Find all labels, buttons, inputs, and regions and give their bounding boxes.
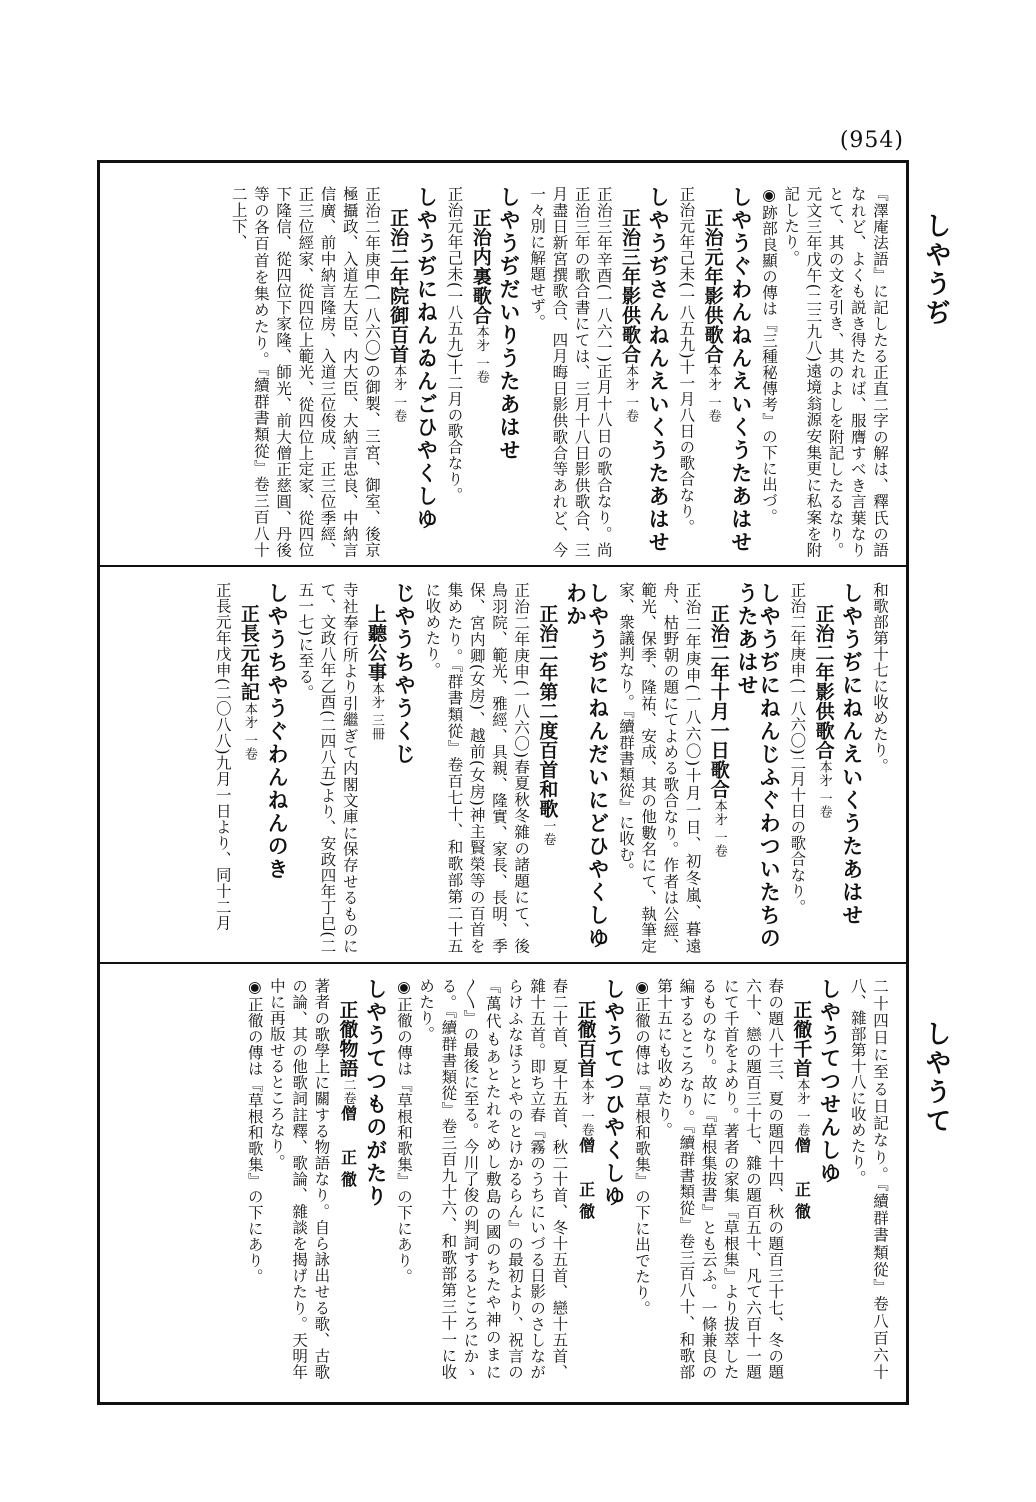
entry-volume: 本㐧 一卷 <box>711 799 727 858</box>
entry-volume: 二卷 <box>340 1078 356 1105</box>
entry-title-text: 正治二年院御百首 <box>387 208 410 364</box>
entry-body-text: ◉正徹の傳は『草根和歌集』の下にあり。 <box>394 978 413 1285</box>
entry-body-text: 正治元年己未(一八五九)十二月の歌合なり。 <box>445 186 464 504</box>
entry-title-text: 正治三年影供歌合 <box>618 208 641 364</box>
entry-body-text: 春二十首、夏十五首、秋二十首、冬十五首、戀十五首、雜十五首。即ち立春『霧のうちにいづる日影のさしながらけふなほうとやのとけかるらん』の最初より、祝言の『萬代もあとたれそめし敷島の國のちたや神のまに〳〵』の最後に至る。今川了俊の判詞するところにかゝる。『續群書類從』卷三百九十六、和歌部第三十一に收めたり。 <box>417 978 569 1380</box>
entry-volume: 本㐧 一卷 <box>816 760 832 819</box>
entry-volume: 本㐧 一卷 <box>794 1078 810 1137</box>
text-band-3 <box>116 978 891 1380</box>
entry-volume: 本㐧 一卷 <box>391 364 407 423</box>
entry-body-text: 正長元年戊申(二〇八八)九月一日より、同十二月 <box>213 582 232 932</box>
entry-title <box>336 978 358 1380</box>
entry-body-text: 正治二年庚申(一八六〇)二月十日の歌合なり。 <box>788 582 807 916</box>
entry-title-text: 正治二年影供歌合 <box>812 604 835 760</box>
entry-title <box>574 978 596 1380</box>
entry-reading: しやうぢだいりうたあはせ <box>496 186 522 462</box>
entry-title-text: 正長元年記 <box>237 604 260 702</box>
entry-reading: しやうぢにねんえいくうたあはせ <box>839 582 865 927</box>
entry-title-text: 正治二年第二度百首和歌 <box>536 604 559 819</box>
entry-author: 僧 正徹 <box>792 1136 812 1225</box>
entry-title <box>536 582 558 954</box>
entry-reading: しやうぢにねんじふぐわついたちのうたあはせ <box>734 582 783 950</box>
entry-volume: 一卷 <box>540 818 556 846</box>
entry-body-text: 正治元年己未(一八五九)十一月八日の歌合なり。 <box>677 186 696 536</box>
entry-reading: しやうてつせんしゆ <box>817 978 843 1185</box>
entry-reading: しやうてつひやくしゆ <box>601 978 627 1208</box>
entry-body-text: ◉正徹の傳は『草根和歌集』の下に出でたり。 <box>632 978 651 1317</box>
entry-reading: しやうぐわんねんえいくうたあはせ <box>728 186 754 554</box>
entry-title <box>470 186 492 558</box>
text-band-1 <box>116 186 891 558</box>
entry-body-text: ◉正徹の傳は『草根和歌集』の下にあり。 <box>245 978 264 1285</box>
entry-reading: しやうぢにねんゐんごひやくしゆ <box>414 186 440 531</box>
entry-reading: しやうぢさんねんえいくうたあはせ <box>646 186 672 554</box>
entry-title <box>790 978 812 1380</box>
entry-volume: 本㐧 一卷 <box>622 364 638 423</box>
entry-title <box>238 582 260 954</box>
entry-reading: じやうちやうくじ <box>392 582 418 766</box>
entry-title <box>708 582 730 954</box>
entry-title <box>812 582 834 954</box>
entry-reading: しやうぢにねんだいにどひやくしゆわか <box>563 582 611 950</box>
entry-body-text: 正治二年庚申(一八六〇)の御製、三宮、御室、後京極攝政、入道左大臣、内大臣、大納言忠良、中納言信廣、前中納言隆房、入道三位俊成、正三位季經、正三位經家、從四位上範光、從四位上定家、從四位下隆信、從四位下家隆、師光、前大僧正慈圓、丹後等の各百首を集めたり。『續群書類從』卷三百八十二上下、 <box>229 186 381 558</box>
entry-title-text: 正徹百首 <box>574 1000 597 1078</box>
entry-body-text: 春の題八十三、夏の題四十四、秋の題百三十七、冬の題六十、戀の題百三十七、雜の題百五十、凡て六百十一題にて千首をよめり。著者の家集『草根集』より拔萃したるものなり。故に『草根集拔書』とも云ふ。一條兼良の編するところなり。『續群書類從』卷三百八十、和歌部第十五にも收めたり。 <box>655 978 785 1380</box>
entry-title-text: 正治元年影供歌合 <box>701 208 724 364</box>
entry-author: 僧 正徹 <box>576 1136 596 1225</box>
page-number: (954) <box>839 128 904 153</box>
entry-body-text: 正治三年辛酉(一八六一)正月十八日の歌合なり。尚正治三年の歌合書にては、三月十八日影供歌合、三月盡日新宮撰歌合、四月晦日影供歌合等あれど、今一々別に解題せず。 <box>528 186 613 558</box>
entry-reading: しやうちやうぐわんねんのき <box>265 582 291 881</box>
text-band-2 <box>116 582 891 954</box>
entry-author: 僧 正徹 <box>338 1105 358 1193</box>
entry-body-text: 寺社奉行所より引繼ぎて内閣文庫に保存せるものにて、文政八年乙酉(二四八五)より、安政四年丁巳(二五一七)に至る。 <box>296 582 359 954</box>
entry-body-text: 正治二年庚申(一八六〇)春夏秋冬雜の諸題にて、後鳥羽院、範光、雅經、具親、隆實、家長、長明、季保、宮内卿(女房)、越前(女房)神主賢榮等の百首を集めたり。『群書類從』卷百七十、和歌部第二十五に收めたり。 <box>423 582 531 954</box>
entry-title-text: 正徹物語 <box>336 1000 359 1078</box>
entry-body-text: 『澤庵法語』に記したる正直二字の解は、釋氏の語なれど、よくも説き得たれば、服膺すべき言葉なりとて、其の文を引き、其のよしを附記したるなり。元文三年戊午(二三九八)遠境翁源安集更に私案を附記したり。 <box>782 186 889 558</box>
band-divider-1 <box>97 565 909 567</box>
entry-volume: 本㐧 一卷 <box>473 325 489 384</box>
section-head-top: しやうぢ <box>921 212 951 328</box>
entry-volume: 本㐧 一卷 <box>241 701 257 761</box>
entry-title <box>387 186 409 558</box>
entry-body-text: 正治二年庚申(一八六〇)十月一日、初冬嵐、暮遠舟、枯野朝の題にてよめる歌合なり。作者は公經、範光、保季、隆祐、安成、其の他數名にて、執筆定家、衆議判なり。『續群書類從』に收む。 <box>616 582 702 954</box>
entry-title <box>619 186 641 558</box>
band-divider-2 <box>97 962 909 964</box>
entry-reading: しやうてつものがたり <box>363 978 389 1208</box>
entry-volume: 本㐧 三冊 <box>368 682 384 741</box>
entry-title-text: 正治二年十月一日歌合 <box>707 604 730 799</box>
entry-title-text: 正徹千首 <box>790 1000 813 1078</box>
section-head-bottom: しやうて <box>921 1020 951 1136</box>
entry-body-text: 和歌部第十七に收めたり。 <box>871 582 889 774</box>
entry-body-text: 著者の歌學上に關する物語なり。自ら詠出せる歌、古歌の論、其の他歌詞註釋、歌論、雜談を揭げたり。天明年中に再版せるところなり。 <box>267 978 331 1380</box>
entry-title <box>365 582 387 954</box>
entry-body-text: 二十四日に至る日記なり。『續群書類從』卷八百六十八、雜部第十八に收めたり。 <box>848 978 889 1380</box>
entry-volume: 本㐧 一卷 <box>705 364 721 423</box>
entry-body-text: ◉跡部良顯の傳は『三種秘傳考』の下に出づ。 <box>759 186 778 525</box>
entry-title-text: 正治内裏歌合 <box>469 208 492 325</box>
entry-title <box>701 186 723 558</box>
entry-title-text: 上聽公事 <box>364 604 387 682</box>
entry-volume: 本㐧 一卷 <box>578 1078 594 1137</box>
